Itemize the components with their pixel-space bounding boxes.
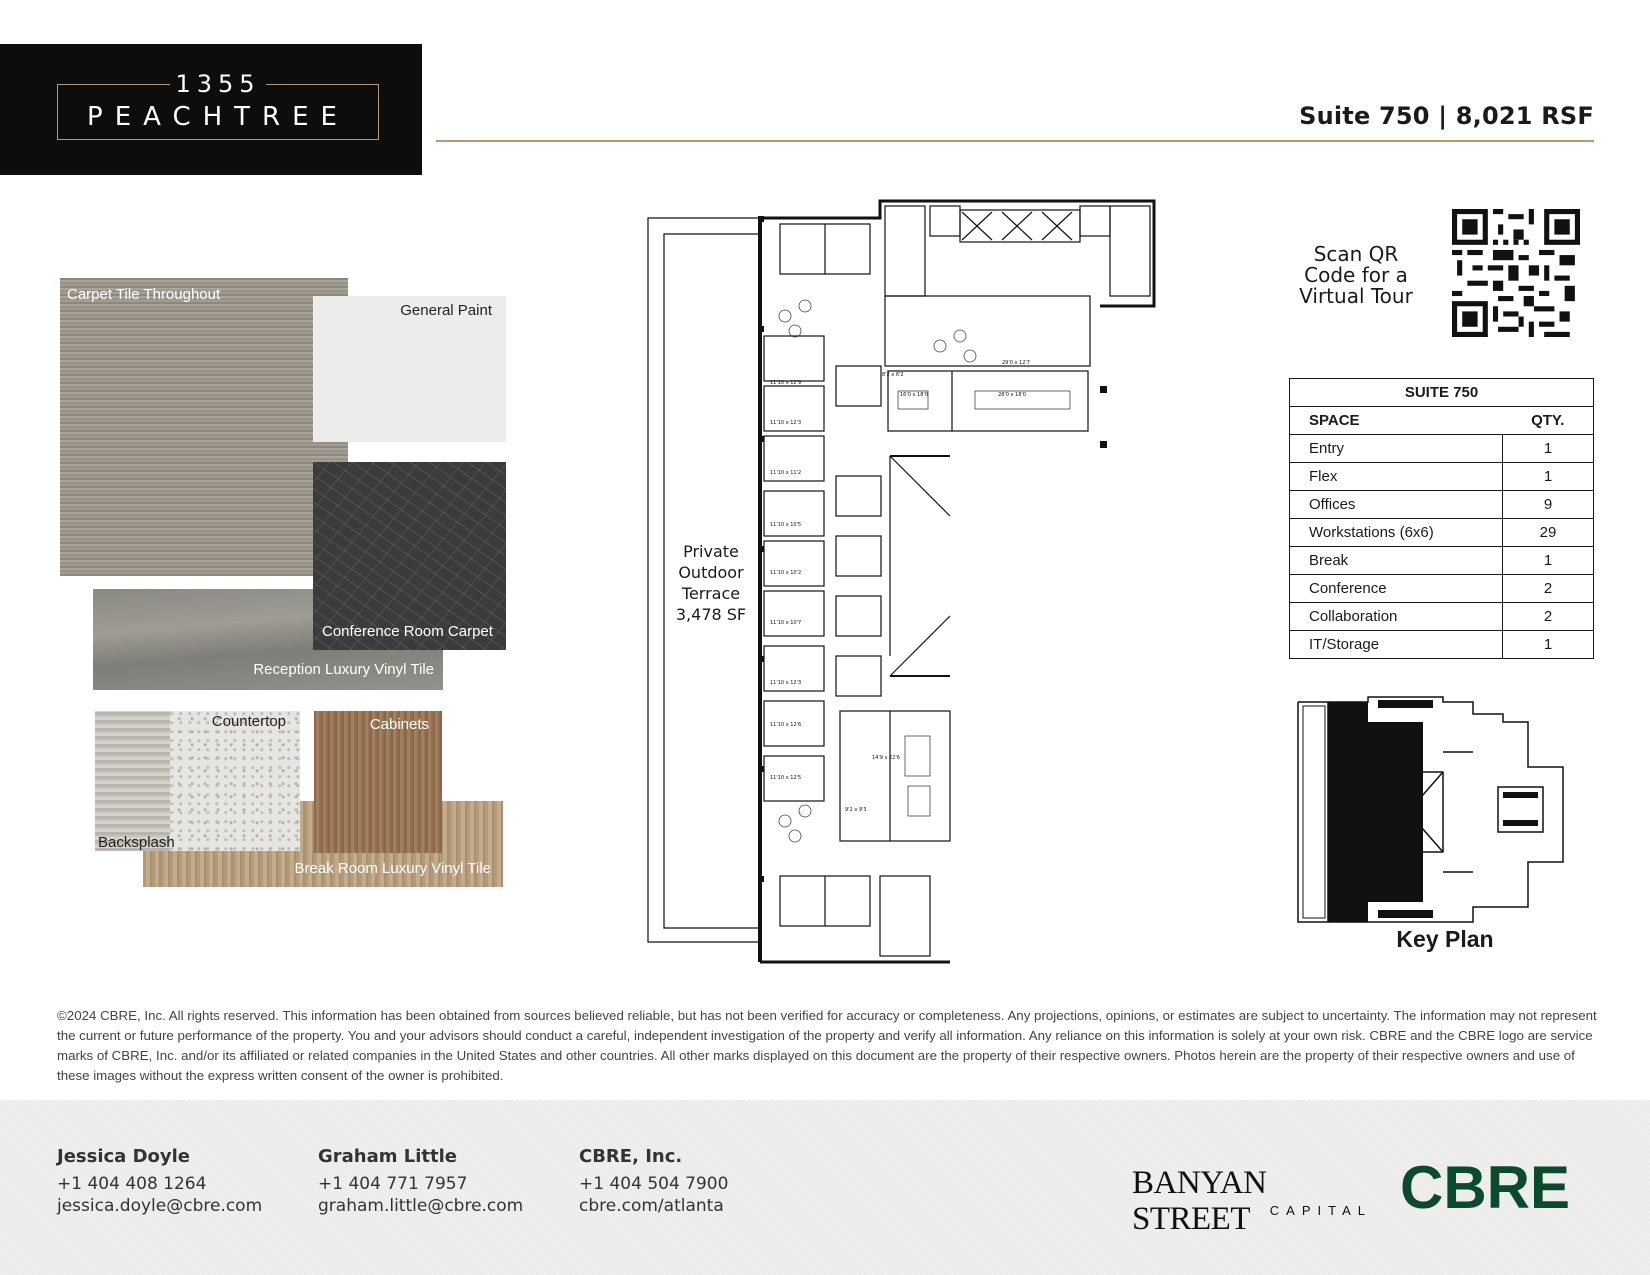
logo-name: PEACHTREE (87, 102, 349, 132)
cbre-logo: CBRE (1400, 1154, 1571, 1221)
suite-title: Suite 750 | 8,021 RSF (1299, 102, 1594, 130)
room-label: 8'2 x 6'2 (882, 372, 904, 378)
space-cell: Conference (1290, 575, 1503, 603)
contact-cbre (579, 1146, 728, 1217)
space-cell: Entry (1290, 435, 1503, 463)
room-label: 28'0 x 18'0 (998, 392, 1026, 398)
space-cell: Offices (1290, 491, 1503, 519)
carpet-label: Carpet Tile Throughout (67, 286, 221, 303)
countertop-swatch (170, 711, 300, 851)
table-row (1290, 435, 1594, 463)
contact-phone[interactable]: +1 404 504 7900 (579, 1174, 729, 1194)
carpet-swatch (60, 278, 348, 576)
qty-cell: 29 (1503, 519, 1594, 547)
countertop-label: Countertop (211, 713, 286, 730)
breakroom-lvt-label: Break Room Luxury Vinyl Tile (294, 860, 491, 877)
room-label: 11'10 x 12'3 (770, 680, 802, 686)
key-plan (1293, 692, 1593, 927)
room-label: 11'10 x 10'7 (770, 620, 802, 626)
room-label: 11'10 x 12'3 (770, 420, 802, 426)
room-label: 29'0 x 12'7 (1002, 360, 1030, 366)
conference-carpet-swatch (313, 462, 506, 650)
contact-name: Graham Little (318, 1146, 458, 1167)
table-row (1290, 603, 1594, 631)
table-row (1290, 547, 1594, 575)
reception-lvt-label: Reception Luxury Vinyl Tile (253, 661, 434, 678)
terrace-line: Terrace (681, 584, 741, 603)
table-row (1290, 491, 1594, 519)
room-label: 11'10 x 10'5 (770, 522, 802, 528)
paint-label: General Paint (400, 302, 492, 319)
contact-jessica-doyle (57, 1146, 262, 1217)
contact-graham-little (318, 1146, 523, 1217)
conference-carpet-label: Conference Room Carpet (322, 623, 493, 640)
banyan-street-logo-sub: CAPITAL (1269, 1203, 1372, 1218)
room-label: 11'10 x 12'6 (770, 722, 802, 728)
space-cell: Collaboration (1290, 603, 1503, 631)
table-row (1290, 575, 1594, 603)
qr-caption (1286, 244, 1426, 307)
terrace-line: Outdoor (678, 563, 744, 582)
terrace-label (667, 541, 755, 625)
space-cell: IT/Storage (1290, 631, 1503, 659)
contact-name: Jessica Doyle (57, 1146, 191, 1167)
contact-phone[interactable]: +1 404 408 1264 (57, 1174, 207, 1194)
room-label: 9'2 x 9'3 (845, 807, 867, 813)
cabinets-swatch (314, 711, 442, 853)
terrace-line: 3,478 SF (675, 605, 747, 624)
cabinets-label: Cabinets (369, 716, 429, 733)
room-label: 11'10 x 12'5 (770, 775, 802, 781)
qr-caption-line: Scan QR (1313, 242, 1399, 266)
space-cell: Flex (1290, 463, 1503, 491)
room-label: 11'10 x 10'2 (770, 570, 802, 576)
space-cell: Workstations (6x6) (1290, 519, 1503, 547)
qty-cell: 9 (1503, 491, 1594, 519)
qty-cell: 1 (1503, 435, 1594, 463)
contact-email[interactable]: jessica.doyle@cbre.com (57, 1196, 263, 1216)
disclaimer: ©2024 CBRE, Inc. All rights reserved. This information has been obtained from sources believed reliable, but has not been verified for accuracy or completeness. Any projections, opinions, or estimates are subject to uncertainty. The information may not represent the current or future performance of the property. You and your advisors should conduct a careful, independent investigation of the property and verify all information. Any reliance on this information is solely at your own risk. CBRE and the CBRE logo are service marks of CBRE, Inc. and/or its affiliated or related companies in the United States and other countries. All other marks displayed on this document are the property of their respective owners. Photos herein are the property of their respective owners and use of these images without the express written consent of the owner is prohibited. (57, 1008, 1597, 1083)
terrace-line: Private (683, 542, 739, 561)
column-header-qty: QTY. (1503, 407, 1594, 435)
qty-cell: 1 (1503, 463, 1594, 491)
table-row (1290, 519, 1594, 547)
qty-cell: 2 (1503, 575, 1594, 603)
qr-code[interactable] (1452, 208, 1580, 338)
qty-cell: 1 (1503, 547, 1594, 575)
room-label: 11'10 x 11'2 (770, 470, 802, 476)
qty-cell: 2 (1503, 603, 1594, 631)
room-label: 11'10 x 12'9 (770, 380, 802, 386)
key-plan-label: Key Plan (1396, 926, 1494, 952)
table-title: SUITE 750 (1290, 379, 1594, 407)
room-label: 16'0 x 18'0 (900, 392, 928, 398)
table-row (1290, 631, 1594, 659)
contact-phone[interactable]: +1 404 771 7957 (318, 1174, 468, 1194)
qr-caption-line: Code for a (1304, 263, 1408, 287)
column-header-space: SPACE (1290, 407, 1503, 435)
room-label: 14'9 x 22'6 (872, 755, 900, 761)
contact-name: CBRE, Inc. (579, 1146, 683, 1167)
contact-email[interactable]: graham.little@cbre.com (318, 1196, 524, 1216)
backsplash-swatch (95, 711, 170, 851)
banyan-street-logo: BANYAN STREET (1132, 1165, 1267, 1237)
paint-swatch (313, 296, 506, 442)
space-cell: Break (1290, 547, 1503, 575)
qr-caption-line: Virtual Tour (1299, 284, 1413, 308)
backsplash-label: Backsplash (98, 834, 175, 851)
table-row (1290, 463, 1594, 491)
qty-cell: 1 (1503, 631, 1594, 659)
contact-website[interactable]: cbre.com/atlanta (579, 1196, 724, 1216)
space-table (1289, 378, 1594, 659)
header-rule (436, 140, 1594, 142)
logo-number: 1355 (170, 70, 266, 98)
